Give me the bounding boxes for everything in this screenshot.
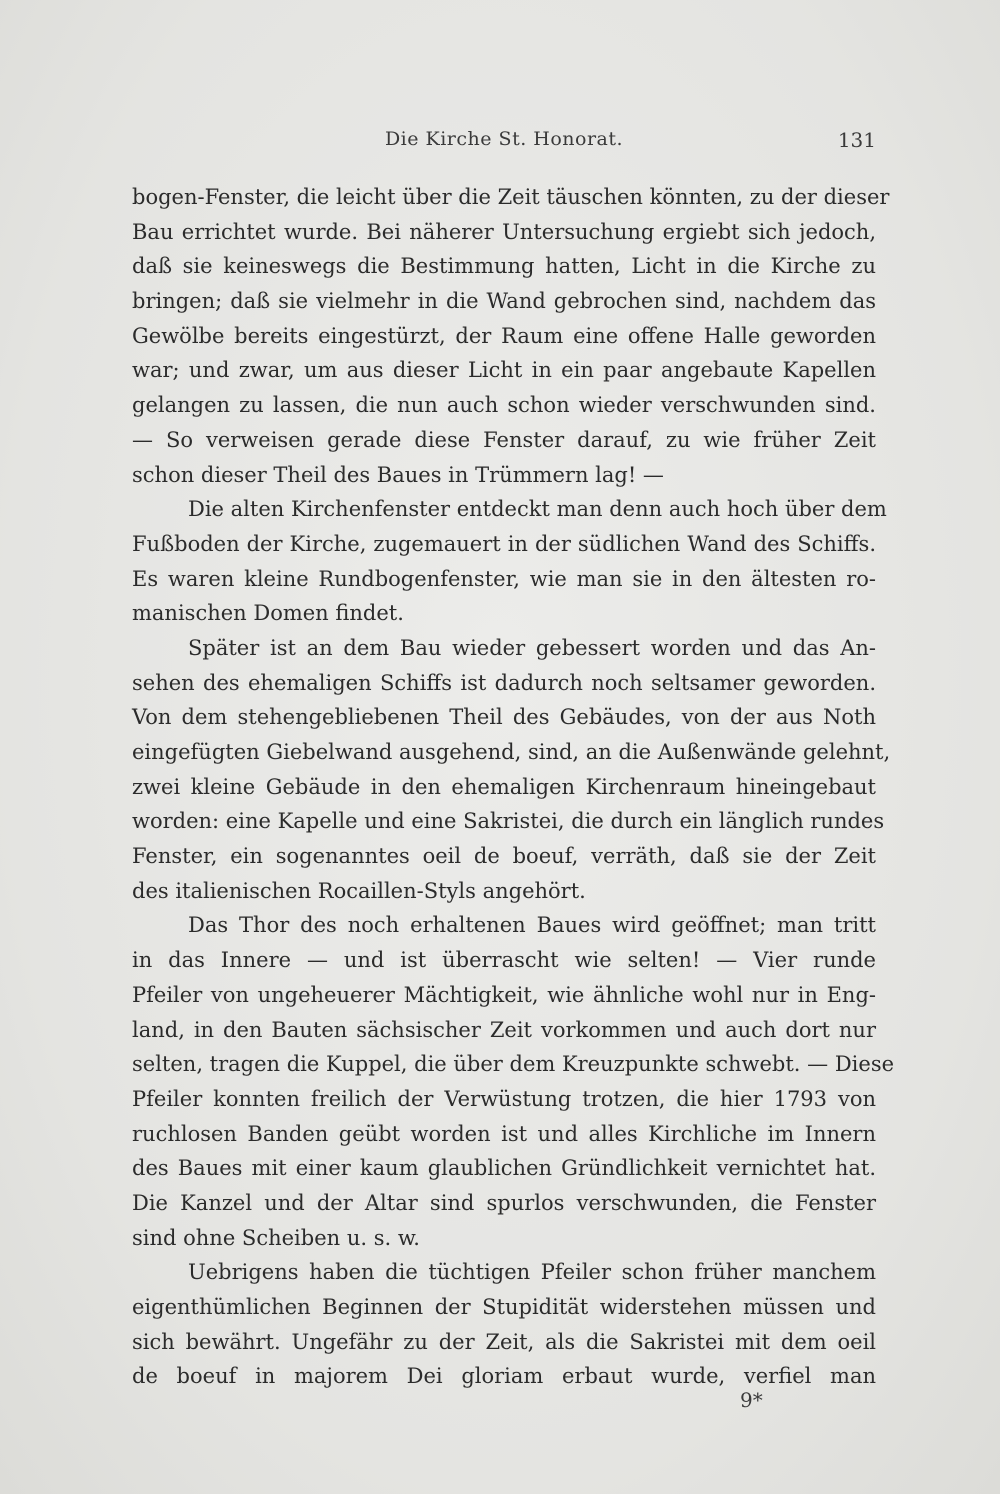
text-line: gelangen zu lassen, die nun auch schon wieder verschwunden sind. [132, 393, 876, 418]
text-line: daß sie keineswegs die Bestimmung hatten, Licht in die Kirche zu [132, 254, 876, 279]
text-line: Die Kanzel und der Altar sind spurlos verschwunden, die Fenster [132, 1190, 876, 1215]
text-line: schon dieser Theil des Baues in Trümmern lag! — [132, 462, 664, 487]
page-number: 131 [837, 128, 876, 152]
signature-mark: 9* [740, 1388, 763, 1412]
text-line: sehen des ehemaligen Schiffs ist dadurch noch seltsamer geworden. [132, 670, 876, 695]
text-line: — So verweisen gerade diese Fenster darauf, zu wie früher Zeit [132, 427, 876, 452]
text-line: Die alten Kirchenfenster entdeckt man denn auch hoch über dem [188, 497, 887, 522]
text-line: Fußboden der Kirche, zugemauert in der südlichen Wand des Schiffs. [132, 531, 876, 556]
text-line: bringen; daß sie vielmehr in die Wand gebrochen sind, nachdem das [132, 289, 876, 314]
text-line: war; und zwar, um aus dieser Licht in ein paar angebaute Kapellen [132, 358, 876, 383]
text-line: Das Thor des noch erhaltenen Baues wird geöffnet; man tritt [188, 913, 876, 938]
running-title: Die Kirche St. Honorat. [384, 128, 624, 150]
text-line: zwei kleine Gebäude in den ehemaligen Kirchenraum hineingebaut [132, 774, 876, 799]
text-line: Pfeiler konnten freilich der Verwüstung trotzen, die hier 1793 von [132, 1086, 876, 1111]
text-line: land, in den Bauten sächsischer Zeit vorkommen und auch dort nur [132, 1017, 876, 1042]
text-line: Gewölbe bereits eingestürzt, der Raum eine offene Halle geworden [132, 323, 876, 348]
text-line: Es waren kleine Rundbogenfenster, wie man sie in den ältesten ro- [132, 566, 876, 591]
text-line: des Baues mit einer kaum glaublichen Gründlichkeit vernichtet hat. [132, 1156, 876, 1181]
text-line: sind ohne Scheiben u. s. w. [132, 1225, 420, 1250]
text-line: Von dem stehengebliebenen Theil des Gebäudes, von der aus Noth [132, 705, 876, 730]
text-line: worden: eine Kapelle und eine Sakristei, die durch ein länglich rundes [132, 809, 885, 834]
text-line: des italienischen Rocaillen-Styls angehört. [132, 878, 586, 903]
text-line: selten, tragen die Kuppel, die über dem Kreuzpunkte schwebt. — Diese [132, 1052, 895, 1077]
text-line: Pfeiler von ungeheuerer Mächtigkeit, wie ähnliche wohl nur in Eng- [132, 982, 876, 1007]
text-line: de boeuf in majorem Dei gloriam erbaut wurde, verfiel man [132, 1364, 876, 1389]
text-line: eingefügten Giebelwand ausgehend, sind, an die Außenwände gelehnt, [132, 740, 891, 764]
body-text [132, 180, 895, 1394]
text-line: manischen Domen findet. [132, 601, 404, 626]
text-line: sich bewährt. Ungefähr zu der Zeit, als die Sakristei mit dem oeil [132, 1329, 876, 1354]
text-line: ruchlosen Banden geübt worden ist und alles Kirchliche im Innern [132, 1121, 876, 1146]
text-line: in das Innere — und ist überrascht wie selten! — Vier runde [132, 948, 876, 973]
text-line: Uebrigens haben die tüchtigen Pfeiler schon früher manchem [188, 1260, 876, 1285]
running-head [132, 128, 876, 158]
text-line: eigenthümlichen Beginnen der Stupidität widerstehen müssen und [132, 1295, 876, 1319]
text-line: Bau errichtet wurde. Bei näherer Untersuchung ergiebt sich jedoch, [132, 219, 876, 244]
text-line: Fenster, ein sogenanntes oeil de boeuf, verräth, daß sie der Zeit [132, 844, 876, 869]
text-line: bogen-Fenster, die leicht über die Zeit täuschen könnten, zu der dieser [132, 185, 890, 209]
text-line: Später ist an dem Bau wieder gebessert worden und das An- [188, 635, 876, 660]
